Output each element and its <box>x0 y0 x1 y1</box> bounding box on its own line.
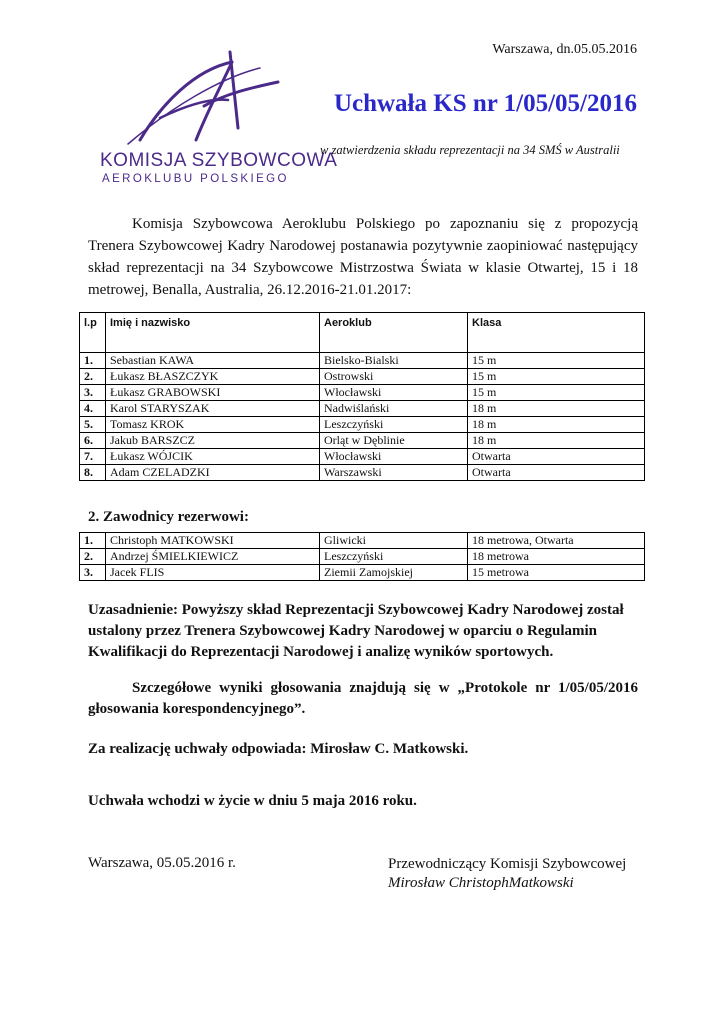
row-number: 2. <box>80 369 106 385</box>
glider-class: 15 m <box>468 369 645 385</box>
aeroclub: Leszczyński <box>320 549 468 565</box>
table-row <box>80 533 645 549</box>
pilot-name: Łukasz WÓJCIK <box>106 449 320 465</box>
footer-place-date: Warszawa, 05.05.2016 r. <box>88 855 236 871</box>
header-lp: l.p <box>80 313 106 353</box>
justification-paragraph <box>88 600 638 663</box>
document-subtitle: w zatwierdzenia składu reprezentacji na 34 SMŚ w Australii <box>320 143 620 157</box>
glider-class: Otwarta <box>468 449 645 465</box>
row-number: 1. <box>80 533 106 549</box>
aeroclub: Gliwicki <box>320 533 468 549</box>
pilot-name: Andrzej ŚMIELKIEWICZ <box>106 549 320 565</box>
row-number: 5. <box>80 417 106 433</box>
aeroclub: Włocławski <box>320 385 468 401</box>
reserve-table <box>79 532 645 581</box>
glider-class: 18 m <box>468 401 645 417</box>
justification-text: : Powyższy skład Reprezentacji Szybowcowej Kadry Narodowej został ustalony przez Trenera Szybowcowej Kadry Narodowej w oparciu o Regulamin Kwalifikacji do Reprezentacji Narodowej i analizę wyników sportowych. <box>88 602 624 660</box>
aeroclub: Orląt w Dęblinie <box>320 433 468 449</box>
glider-class: 15 metrowa <box>468 565 645 581</box>
pilot-name: Łukasz GRABOWSKI <box>106 385 320 401</box>
table-row <box>80 369 645 385</box>
glider-class: 15 m <box>468 385 645 401</box>
table-row <box>80 549 645 565</box>
row-number: 6. <box>80 433 106 449</box>
header-name: Imię i nazwisko <box>106 313 320 353</box>
pilot-name: Jacek FLIS <box>106 565 320 581</box>
aeroclub: Ziemii Zamojskiej <box>320 565 468 581</box>
table-row <box>80 401 645 417</box>
pilot-name: Adam CZELADZKI <box>106 465 320 481</box>
glider-class: Otwarta <box>468 465 645 481</box>
glider-class: 15 m <box>468 353 645 369</box>
glider-class: 18 m <box>468 433 645 449</box>
table-row <box>80 465 645 481</box>
glider-class: 18 metrowa, Otwarta <box>468 533 645 549</box>
header-class: Klasa <box>468 313 645 353</box>
effective-date: Uchwała wchodzi w życie w dniu 5 maja 2016 roku. <box>88 793 417 809</box>
document-title: Uchwała KS nr 1/05/05/2016 <box>333 90 637 117</box>
table-row <box>80 565 645 581</box>
row-number: 2. <box>80 549 106 565</box>
team-table-header <box>80 313 645 353</box>
logo <box>100 48 338 185</box>
responsible-person: Za realizację uchwały odpowiada: Mirosław C. Matkowski. <box>88 741 469 757</box>
pilot-name: Tomasz KROK <box>106 417 320 433</box>
pilot-name: Christoph MATKOWSKI <box>106 533 320 549</box>
pilot-name: Sebastian KAWA <box>106 353 320 369</box>
row-number: 3. <box>80 385 106 401</box>
glider-class: 18 m <box>468 417 645 433</box>
signature-block <box>388 855 626 893</box>
logo-line-1: KOMISJA SZYBOWCOWA <box>100 150 338 171</box>
row-number: 7. <box>80 449 106 465</box>
aeroclub: Bielsko-Bialski <box>320 353 468 369</box>
row-number: 3. <box>80 565 106 581</box>
row-number: 8. <box>80 465 106 481</box>
glider-logo-icon <box>100 48 290 148</box>
aeroclub: Ostrowski <box>320 369 468 385</box>
signatory-title: Przewodniczący Komisji Szybowcowej <box>388 856 627 872</box>
table-row <box>80 353 645 369</box>
aeroclub: Leszczyński <box>320 417 468 433</box>
reserve-heading: 2. Zawodnicy rezerwowi: <box>88 509 249 525</box>
aeroclub: Włocławski <box>320 449 468 465</box>
place-date: Warszawa, dn.05.05.2016 <box>492 42 637 57</box>
team-table <box>79 312 645 481</box>
row-number: 1. <box>80 353 106 369</box>
table-row <box>80 433 645 449</box>
row-number: 4. <box>80 401 106 417</box>
voting-details-paragraph: Szczegółowe wyniki głosowania znajdują się w „Protokole nr 1/05/05/2016 głosowania korespondencyjnego”. <box>88 680 638 717</box>
table-row <box>80 449 645 465</box>
table-row <box>80 417 645 433</box>
aeroclub: Nadwiślański <box>320 401 468 417</box>
pilot-name: Łukasz BŁASZCZYK <box>106 369 320 385</box>
justification-label: Uzasadnienie <box>88 602 174 618</box>
glider-class: 18 metrowa <box>468 549 645 565</box>
table-row <box>80 385 645 401</box>
logo-line-2: AEROKLUBU POLSKIEGO <box>102 173 289 185</box>
header-club: Aeroklub <box>320 313 468 353</box>
aeroclub: Warszawski <box>320 465 468 481</box>
pilot-name: Karol STARYSZAK <box>106 401 320 417</box>
pilot-name: Jakub BARSZCZ <box>106 433 320 449</box>
intro-paragraph: Komisja Szybowcowa Aeroklubu Polskiego po zapoznaniu się z propozycją Trenera Szybowcowej Kadry Narodowej postanawia pozytywnie zaopiniować następujący skład reprezentacji na 34 Szybowcowe Mistrzostwa Świata w klasie Otwartej, 15 i 18 metrowej, Benalla, Australia, 26.12.2016-21.01.2017: <box>88 216 638 298</box>
signatory-name: Mirosław ChristophMatkowski <box>388 875 574 891</box>
